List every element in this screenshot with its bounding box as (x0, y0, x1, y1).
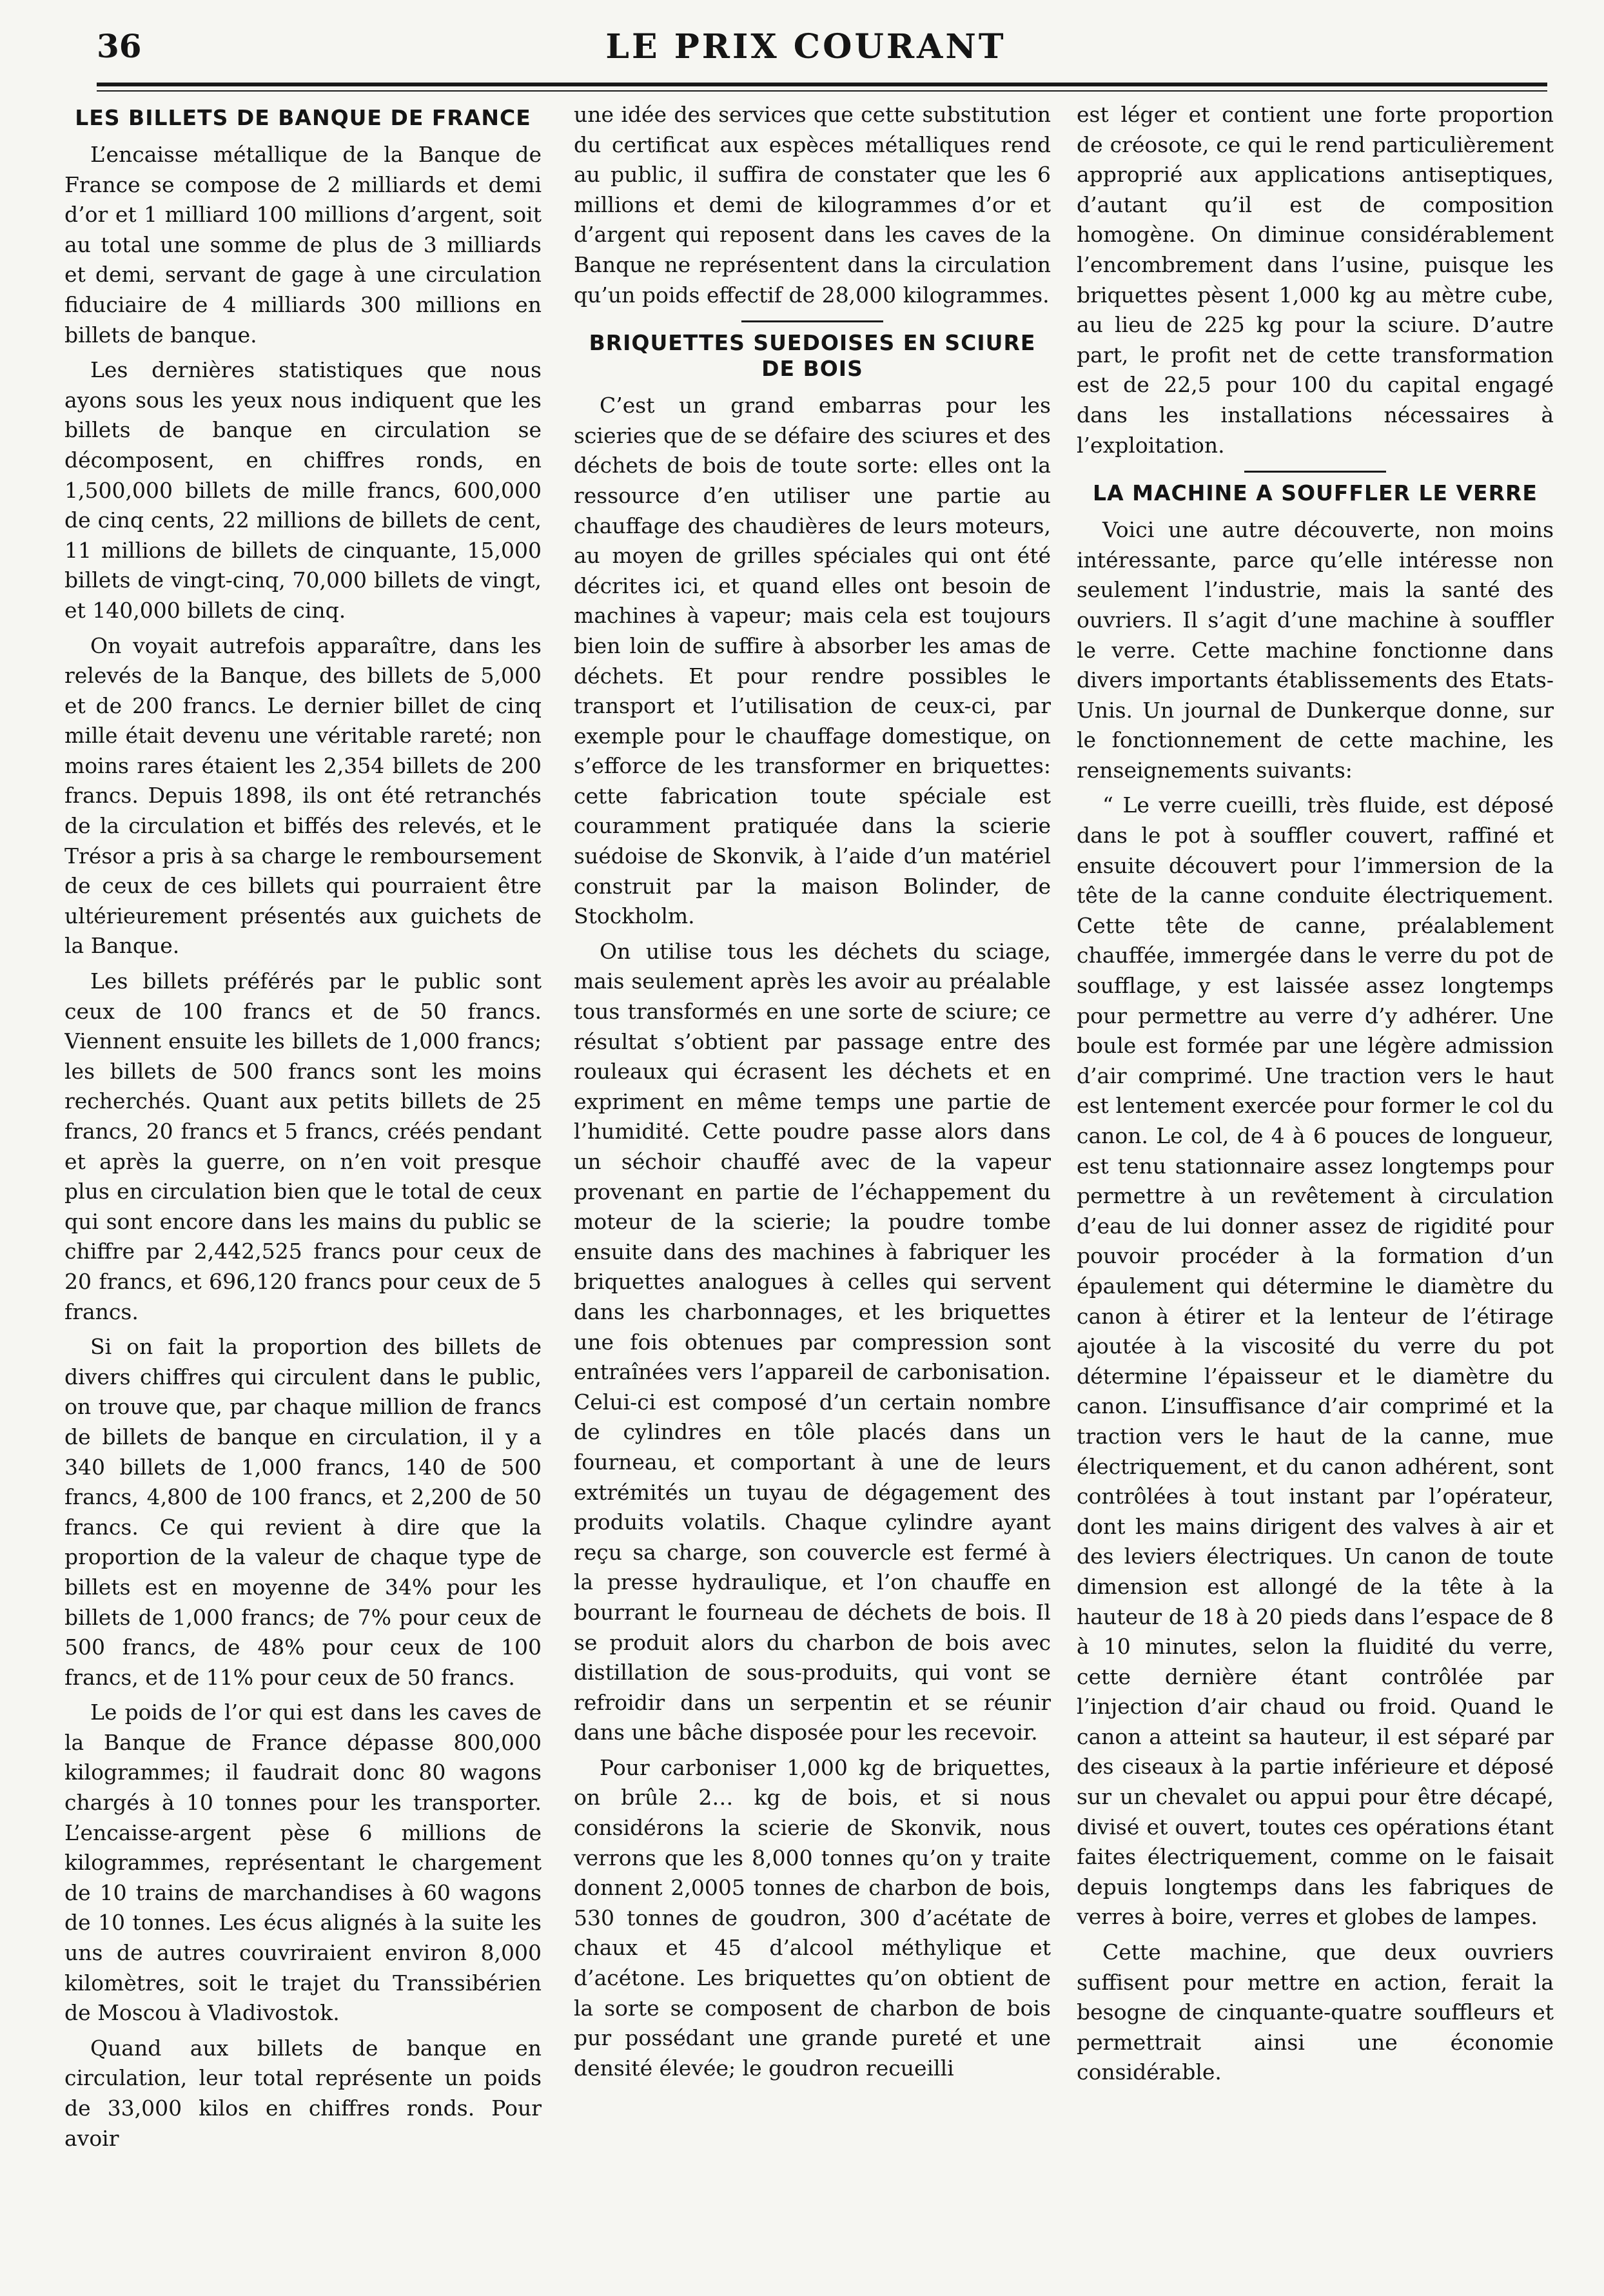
paragraph: Le poids de l’or qui est dans les caves de la Banque de France dépasse 800,000 kilogrammes; il faudrait donc 80 wagons chargés à 10 tonnes pour les transporter. L’encaisse-argent pèse 6 millions de kilogrammes, représentant le chargement de 10 trains de marchandises à 60 wagons de 10 tonnes. Les écus alignés à la suite les uns de autres couvriraient environ 8,000 kilomètres, soit le trajet du Transsibérien de Moscou à Vladivostok. (64, 1700, 542, 2026)
column-1 (64, 100, 542, 2247)
page-header (64, 19, 1547, 84)
paragraph: Quand aux billets de banque en circulation, leur total représente un poids de 33,000 kilos en chiffres ronds. Pour avoir (64, 2035, 542, 2151)
paragraph: Les billets préférés par le public sont ceux de 100 francs et de 50 francs. Viennent ensuite les billets de 1,000 francs; les billets de 500 francs sont les moins recherchés. Quant aux petits billets de 25 francs, 20 francs et 5 francs, créés pendant et après la guerre, on n’en voit presque plus en circulation bien que le total de ceux qui sont encore dans les mains du public se chiffre par 2,442,525 francs pour ceux de 20 francs, et 696,120 francs pour ceux de 5 francs. (64, 968, 542, 1324)
paragraph: L’encaisse métallique de la Banque de France se compose de 2 milliards et demi d’or et 1 milliard 100 millions d’argent, soit au total une somme de plus de 3 milliards et demi, servant de gage à une circulation fiduciaire de 4 milliards 300 millions en billets de banque. (64, 142, 542, 348)
column-3 (1077, 100, 1554, 2247)
masthead-title: LE PRIX COURANT (605, 27, 1006, 66)
article-title: LA MACHINE A SOUFFLER LE VERRE (1093, 480, 1538, 506)
header-rule-thin (97, 90, 1547, 92)
paragraph: “ Le verre cueilli, très fluide, est déposé dans le pot à souffler couvert, raffiné et ensuite découvert pour l’immersion de la tête de la canne conduite électriquement. Cette tête de canne, préalablement chauffée, immergée dans le verre du pot de soufflage, y est laissée assez longtemps pour permettre au verre d’y adhérer. Une boule est formée par une légère admission d’air comprimé. Une traction vers le haut est lentement exercée pour former le col du canon. Le col, de 4 à 6 pouces de longueur, est tenu stationnaire assez longtemps pour permettre à un revêtement à circulation d’eau de lui donner assez de rigidité pour pouvoir procéder à la formation d’un épaulement qui détermine le diamètre du canon à étirer et la lenteur de l’étirage ajoutée à la viscosité du verre du pot détermine l’épaisseur et le diamètre du canon. L’insuffisance d’air comprimé et la traction vers le haut de la canne, mue électriquement, et du canon adhérent, sont contrôlées à tout instant par l’opérateur, dont les mains dirigent des valves à air et des leviers électriques. Un canon de toute dimension est allongé de la tête à la hauteur de 18 à 20 pieds dans l’espace de 8 à 10 minutes, selon la fluidité du verre, cette dernière étant contrôlée par l’injection d’air chaud ou froid. Quand le canon a atteint sa hauteur, il est séparé par des ciseaux à la partie inférieure et déposé sur un chevalet ou appui pour être décapé, divisé et ouvert, toutes ces opérations étant faites électriquement, comme on le faisait depuis longtemps dans les fabriques de verres à boire, verres et globes de lampes. (1077, 792, 1554, 1930)
paragraph: Pour carboniser 1,000 kg de briquettes, on brûle 2… kg de bois, et si nous considérons la scierie de Skonvik, nous verrons que les 8,000 tonnes qu’on y traite donnent 2,0005 tonnes de charbon de bois, 530 tonnes de goudron, 300 d’acétate de chaux et 45 d’alcool méthylique et d’acétone. Les briquettes qu’on obtient de la sorte se composent de charbon de bois pur possédant une grande pureté et une densité élevée; le goudron recueilli (574, 1754, 1051, 2081)
article-separator (1244, 471, 1386, 473)
paragraph: Si on fait la proportion des billets de divers chiffres qui circulent dans le public, on trouve que, par chaque million de francs de billets de banque en circulation, il y a 340 billets de 1,000 francs, 140 de 500 francs, 4,800 de 100 francs, et 2,200 de 50 francs. Ce qui revient à dire que la proportion de la valeur de chaque type de billets est en moyenne de 34% pour les billets de 1,000 francs; de 7% pour ceux de 500 francs, de 48% pour ceux de 100 francs, et de 11% pour ceux de 50 francs. (64, 1334, 542, 1690)
paragraph-continuation: une idée des services que cette substitution du certificat aux espèces métalliques rend au public, il suffira de constater que les 6 millions et demi de kilogrammes d’or et d’argent qui reposent dans les caves de la Banque ne représentent dans la circulation qu’un poids effectif de 28,000 kilogrammes. (574, 102, 1051, 308)
paragraph-continuation: est léger et contient une forte proportion de créosote, ce qui le rend particulièrement approprié aux applications antiseptiques, d’autant qu’il est de composition homogène. On diminue considérablement l’encombrement dans l’usine, puisque les briquettes pèsent 1,000 kg au mètre cube, au lieu de 225 kg pour la sciure. D’autre part, le profit net de cette transformation est de 22,5 pour 100 du capital engagé dans les installations nécessaires à l’exploitation. (1077, 102, 1554, 458)
paragraph: Cette machine, que deux ouvriers suffisent pour mettre en action, ferait la besogne de cinquante-quatre souffleurs et permettrait ainsi une économie considérable. (1077, 1939, 1554, 2085)
paragraph: Les dernières statistiques que nous ayons sous les yeux nous indiquent que les billets de banque en circulation se décomposent, en chiffres ronds, en 1,500,000 billets de mille francs, 600,000 de cinq cents, 22 millions de billets de cent, 11 millions de billets de cinquante, 15,000 billets de vingt-cinq, 70,000 billets de vingt, et 140,000 billets de cinq. (64, 357, 542, 623)
header-rule-thick (97, 83, 1547, 86)
paragraph: On utilise tous les déchets du sciage, mais seulement après les avoir au préalable tous transformés en une sorte de sciure; ce résultat s’obtient par passage entre des rouleaux qui écrasent les déchets et en expriment en même temps une partie de l’humidité. Cette poudre passe alors dans un séchoir chauffé avec de la vapeur provenant en partie de l’échappement du moteur de la scierie; la poudre tombe ensuite dans des machines à fabriquer les briquettes analogues à celles qui servent dans les charbonnages, et les briquettes une fois obtenues par compression sont entraînées vers l’appareil de carbonisation. Celui-ci est composé d’un certain nombre de cylindres en tôle placés dans un fourneau, et comportant à une de leurs extrémités un tuyau de dégagement des produits volatils. Chaque cylindre ayant reçu sa charge, son couvercle est fermé à la presse hydraulique, et l’on chauffe en bourrant le fourneau de déchets de bois. Il se produit alors du charbon de bois avec distillation de sous-produits, qui vont se refroidir dans un serpentin et se réunir dans une bâche disposée pour les recevoir. (574, 938, 1051, 1745)
article-title: BRIQUETTES SUEDOISES EN SCIURE DE BOIS (589, 330, 1036, 382)
column-2 (574, 100, 1051, 2247)
article-separator (741, 320, 883, 322)
article-title: LES BILLETS DE BANQUE DE FRANCE (75, 105, 531, 130)
paragraph: On voyait autrefois apparaître, dans les relevés de la Banque, des billets de 5,000 et de 200 francs. Le dernier billet de cinq mille était devenu une véritable rareté; non moins rares étaient les 2,354 billets de 200 francs. Depuis 1898, ils ont été retranchés de la circulation et biffés des relevés, et le Trésor a pris à sa charge le remboursement de ceux de ces billets qui pourraient être ultérieurement présentés aux guichets de la Banque. (64, 633, 542, 959)
paragraph: C’est un grand embarras pour les scieries que de se défaire des sciures et des déchets de bois de toute sorte: elles ont la ressource d’en utiliser une partie au chauffage des chaudières de leurs moteurs, au moyen de grilles spéciales qui ont été décrites ici, et quand elles ont besoin de machines à vapeur; mais cela est toujours bien loin de suffire à absorber les amas de déchets. Et pour rendre possibles le transport et l’utilisation de ceux-ci, par exemple pour le chauffage domestique, on s’efforce de les transformer en briquettes: cette fabrication toute spéciale est couramment pratiquée dans la scierie suédoise de Skonvik, à l’aide d’un matériel construit par la maison Bolinder, de Stockholm. (574, 393, 1051, 929)
paragraph: Voici une autre découverte, non moins intéressante, parce qu’elle intéresse non seulement l’industrie, mais la santé des ouvriers. Il s’agit d’une machine à souffler le verre. Cette machine fonctionne dans divers importants établissements des Etats-Unis. Un journal de Dunkerque donne, sur le fonctionnement de cette machine, les renseignements suivants: (1077, 517, 1554, 783)
page-number: 36 (97, 27, 142, 65)
